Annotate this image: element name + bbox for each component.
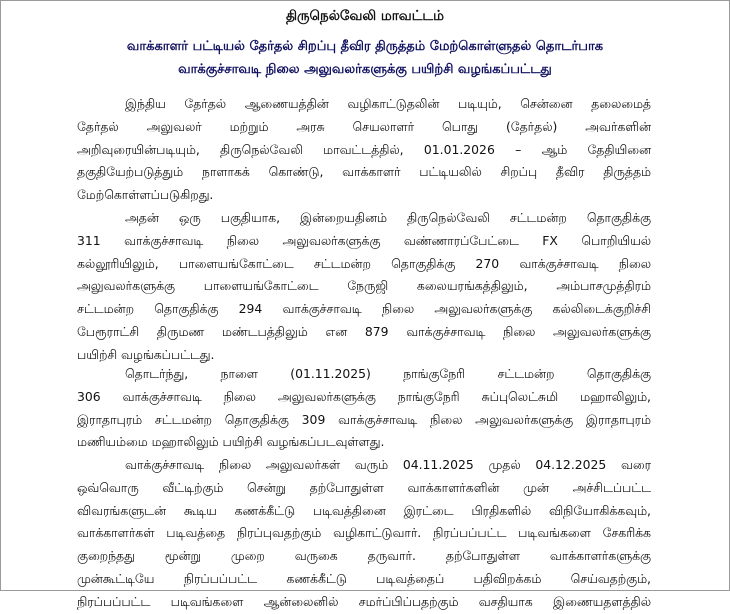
paragraph-line: 311 வாக்குச்சாவடி நிலை அலுவலர்களுக்கு வண்ணாரப்பேட்டை FX பொறியியல் xyxy=(77,232,651,248)
district-heading: திருநெல்வேலி மாவட்டம் xyxy=(285,8,445,24)
paragraph-2 xyxy=(77,207,651,367)
paragraph-1 xyxy=(77,93,651,207)
paragraph-line: அறிவுரையின்படியும், திருநெல்வேலி மாவட்டத்தில், 01.01.2026 – ஆம் தேதியினை xyxy=(77,141,651,157)
paragraph-line: மணியம்மை மஹாலிலும் பயிற்சி வழங்கப்படவுள்ளது. xyxy=(77,434,385,450)
paragraph-line: மேற்கொள்ளப்படுகிறது. xyxy=(77,187,214,203)
paragraph-line: தேர்தல் அலுவலர் மற்றும் அரசு செயலாளர் பொது (தேர்தல்) அவர்களின் xyxy=(77,118,651,134)
title-line: வாக்காளர் பட்டியல் தேர்தல் சிறப்பு தீவிர திருத்தம் மேற்கொள்ளுதல் தொடர்பாக xyxy=(126,39,604,54)
paragraph-line: தகுதியேற்படுத்தும் நாளாகக் கொண்டு, வாக்காளர் பட்டியலில் சிறப்பு தீவிர திருத்தம் xyxy=(77,164,651,180)
paragraph-3 xyxy=(77,363,651,454)
paragraph-line: பயிற்சி வழங்கப்பட்டது. xyxy=(77,346,215,362)
paragraph-line: அதன் ஒரு பகுதியாக, இன்றையதினம் திருநெல்வேலி சட்டமன்ற தொகுதிக்கு xyxy=(125,210,651,225)
paragraph-line: குறைந்தது மூன்று முறை வருகை தருவார். தற்போதுள்ள வாக்காளர்களுக்கு xyxy=(77,548,651,564)
paragraph-line: இராதாபுரம் சட்டமன்ற தொகுதிக்கு 309 வாக்குச்சாவடி நிலை அலுவலர்களுக்கு இராதாபுரம் xyxy=(77,411,651,427)
paragraph-line: முன்கூட்டியே நிரப்பப்பட்ட கணக்கீட்டு படிவத்தைப் பதிவிறக்கம் செய்வதற்கும், xyxy=(77,570,651,586)
paragraph-4 xyxy=(77,454,651,609)
paragraph-line: விவரங்களுடன் கூடிய கணக்கீட்டு படிவத்தினை இரட்டை பிரதிகளில் விநியோகிக்கவும், xyxy=(77,502,651,518)
paragraph-line: நிரப்பப்பட்ட படிவங்களை ஆன்லைனில் சமர்ப்பிப்பதற்கும் வசதியாக இணையதளத்தில் xyxy=(77,593,651,609)
paragraph-line: பேரூராட்சி திருமண மண்டபத்திலும் என 879 வாக்குச்சாவடி நிலை அலுவலர்களுக்கு xyxy=(77,323,651,339)
paragraph-line: ஒவ்வொரு வீட்டிற்கும் சென்று தற்போதுள்ள வாக்காளர்களின் முன் அச்சிடப்பட்ட xyxy=(77,479,651,495)
paragraph-line: வாக்குச்சாவடி நிலை அலுவலர்கள் வரும் 04.11.2025 முதல் 04.12.2025 வரை xyxy=(125,457,651,472)
paragraph-line: தொடர்ந்து, நாளை (01.11.2025) நாங்குநேரி சட்டமன்ற தொகுதிக்கு xyxy=(125,366,651,381)
press-release-title xyxy=(31,35,699,81)
paragraph-line: கல்லூரியிலும், பாளையங்கோட்டை சட்டமன்ற தொகுதிக்கு 270 வாக்குச்சாவடி நிலை xyxy=(77,255,651,271)
paragraph-line: சட்டமன்ற தொகுதிக்கு 294 வாக்குச்சாவடி நிலை அலுவலர்களுக்கு கல்லிடைக்குறிச்சி xyxy=(77,301,651,317)
paragraph-line: 306 வாக்குச்சாவடி நிலை அலுவலர்களுக்கு நாங்குநேரி சுப்புலெட்சுமி மஹாலிலும், xyxy=(77,388,651,404)
paragraph-line: அலுவலர்களுக்கு பாளையங்கோட்டை நேருஜி கலையரங்கத்திலும், அம்பாசமுத்திரம் xyxy=(77,278,651,294)
paragraph-line: வாக்காளர்கள் படிவத்தை நிரப்புவதற்கும் வழிகாட்டுவார். நிரப்பப்பட்ட படிவங்களை சேகரிக்க xyxy=(77,525,651,541)
title-line: வாக்குச்சாவடி நிலை அலுவலர்களுக்கு பயிற்சி வழங்கப்பட்டது xyxy=(178,62,552,77)
paragraph-line: இந்திய தேர்தல் ஆணையத்தின் வழிகாட்டுதலின் படியும், சென்னை தலைமைத் xyxy=(125,96,651,111)
